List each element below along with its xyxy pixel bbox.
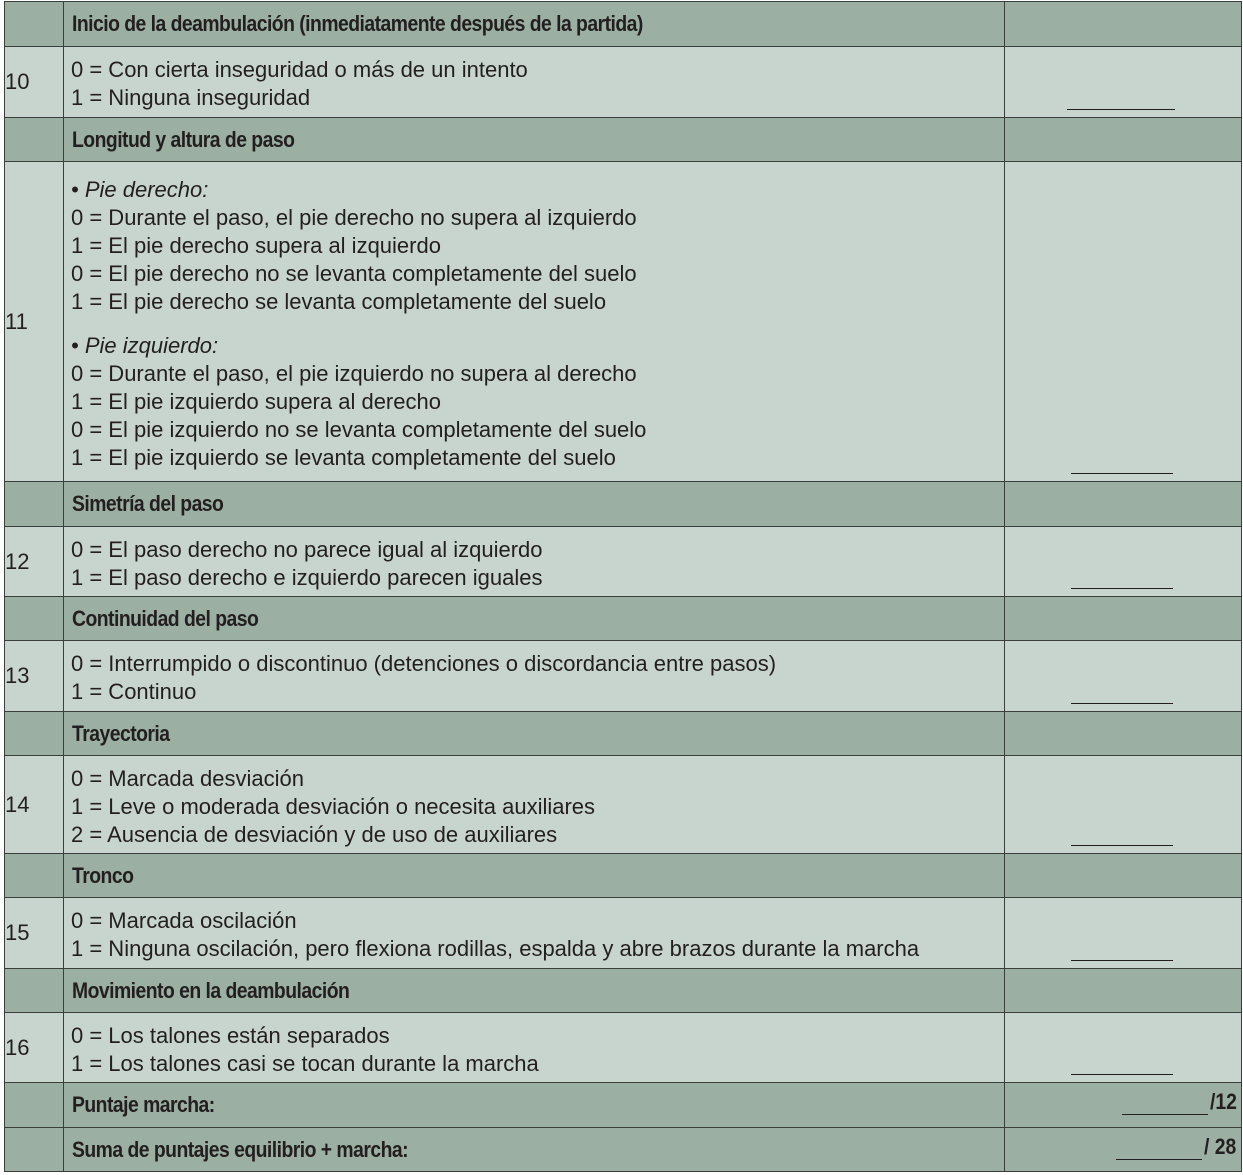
option-line: 0 = Durante el paso, el pie derecho no supera al izquierdo (71, 204, 637, 230)
sum-total-blank[interactable] (1116, 1137, 1202, 1160)
sum-total-score[interactable] (1005, 1128, 1242, 1172)
sum-total-max: / 28 (1204, 1133, 1237, 1159)
item-options (64, 898, 1005, 969)
section-header-row (5, 118, 1242, 162)
option-line: 0 = Durante el paso, el pie izquierdo no supera al derecho (71, 360, 637, 386)
header-number-cell (5, 2, 64, 47)
section-title: Continuidad del paso (64, 597, 1005, 641)
section-title: Simetría del paso (64, 482, 1005, 527)
section-header-row (5, 712, 1242, 756)
item-options (64, 641, 1005, 712)
header-score-cell (1005, 2, 1242, 47)
score-blank-line[interactable] (1071, 1074, 1173, 1075)
option-line: 1 = El pie derecho se levanta completamente del suelo (71, 288, 607, 314)
item-number: 16 (5, 1013, 64, 1083)
gait-total-blank[interactable] (1122, 1092, 1208, 1115)
header-number-cell (5, 1128, 64, 1172)
score-cell[interactable] (1005, 47, 1242, 118)
header-number-cell (5, 597, 64, 641)
header-number-cell (5, 1083, 64, 1128)
gait-total-max: /12 (1210, 1089, 1238, 1114)
tinetti-gait-scale-table (4, 1, 1242, 1172)
option-line: 1 = El pie izquierdo se levanta completamente del suelo (71, 444, 616, 470)
score-cell[interactable] (1005, 527, 1242, 597)
header-score-cell (1005, 854, 1242, 898)
item-number: 14 (5, 756, 64, 854)
option-line: 0 = El paso derecho no parece igual al izquierdo (71, 536, 543, 562)
gait-total-label: Puntaje marcha: (64, 1083, 1005, 1128)
score-cell[interactable] (1005, 162, 1242, 482)
item-row (5, 162, 1242, 482)
score-cell[interactable] (1005, 1013, 1242, 1083)
right-foot-label: • Pie derecho: (71, 176, 209, 202)
item-number: 10 (5, 47, 64, 118)
header-score-cell (1005, 712, 1242, 756)
score-blank-line[interactable] (1071, 703, 1173, 704)
score-cell[interactable] (1005, 898, 1242, 969)
score-blank-line[interactable] (1071, 845, 1173, 846)
item-row (5, 47, 1242, 118)
option-line: 0 = Marcada desviación (71, 765, 304, 791)
header-number-cell (5, 969, 64, 1013)
option-line: 1 = Ninguna oscilación, pero flexiona rodillas, espalda y abre brazos durante la marcha (71, 936, 920, 961)
section-title: Inicio de la deambulación (inmediatamente después de la partida) (64, 2, 1005, 47)
item-number: 15 (5, 898, 64, 969)
item-row (5, 527, 1242, 597)
item-options (64, 1013, 1005, 1083)
option-line: 0 = Interrumpido o discontinuo (detenciones o discordancia entre pasos) (71, 651, 777, 676)
item-row (5, 898, 1242, 969)
header-score-cell (1005, 597, 1242, 641)
section-header-row (5, 969, 1242, 1013)
left-foot-label: • Pie izquierdo: (71, 332, 219, 358)
option-line: 0 = El pie izquierdo no se levanta completamente del suelo (71, 416, 647, 442)
score-cell[interactable] (1005, 641, 1242, 712)
score-blank-line[interactable] (1071, 588, 1173, 589)
score-blank-line[interactable] (1071, 473, 1173, 474)
option-line: 1 = Leve o moderada desviación o necesita auxiliares (71, 793, 596, 819)
item-row (5, 641, 1242, 712)
section-title: Longitud y altura de paso (64, 118, 1005, 162)
section-header-row (5, 854, 1242, 898)
section-header-row (5, 597, 1242, 641)
item-number: 11 (5, 162, 64, 482)
score-blank-line[interactable] (1067, 109, 1175, 110)
option-line: 1 = Ninguna inseguridad (71, 85, 311, 110)
item-options (64, 756, 1005, 854)
option-line: 2 = Ausencia de desviación y de uso de auxiliares (71, 821, 558, 847)
item-options (64, 162, 1005, 482)
section-title: Movimiento en la deambulación (64, 969, 1005, 1013)
option-line: 1 = Continuo (71, 679, 197, 704)
header-number-cell (5, 482, 64, 527)
gait-total-score[interactable] (1005, 1083, 1242, 1128)
score-blank-line[interactable] (1071, 960, 1173, 961)
option-line: 0 = Con cierta inseguridad o más de un intento (71, 57, 528, 82)
sum-total-row (5, 1128, 1242, 1172)
option-line: 0 = Los talones están separados (71, 1022, 390, 1048)
item-row (5, 756, 1242, 854)
item-number: 13 (5, 641, 64, 712)
section-header-row (5, 2, 1242, 47)
header-number-cell (5, 118, 64, 162)
item-number: 12 (5, 527, 64, 597)
section-title: Trayectoria (64, 712, 1005, 756)
section-header-row (5, 482, 1242, 527)
option-line: 0 = El pie derecho no se levanta completamente del suelo (71, 260, 637, 286)
option-line: 1 = El pie derecho supera al izquierdo (71, 232, 441, 258)
header-score-cell (1005, 969, 1242, 1013)
option-line: 0 = Marcada oscilación (71, 908, 297, 933)
option-line: 1 = El pie izquierdo supera al derecho (71, 388, 441, 414)
section-title: Tronco (64, 854, 1005, 898)
header-number-cell (5, 712, 64, 756)
item-options (64, 527, 1005, 597)
option-line: 1 = El paso derecho e izquierdo parecen iguales (71, 564, 543, 590)
item-row (5, 1013, 1242, 1083)
header-score-cell (1005, 482, 1242, 527)
item-options (64, 47, 1005, 118)
score-cell[interactable] (1005, 756, 1242, 854)
gait-total-row (5, 1083, 1242, 1128)
option-line: 1 = Los talones casi se tocan durante la marcha (71, 1050, 539, 1076)
sum-total-label: Suma de puntajes equilibrio + marcha: (64, 1128, 1005, 1172)
header-score-cell (1005, 118, 1242, 162)
header-number-cell (5, 854, 64, 898)
